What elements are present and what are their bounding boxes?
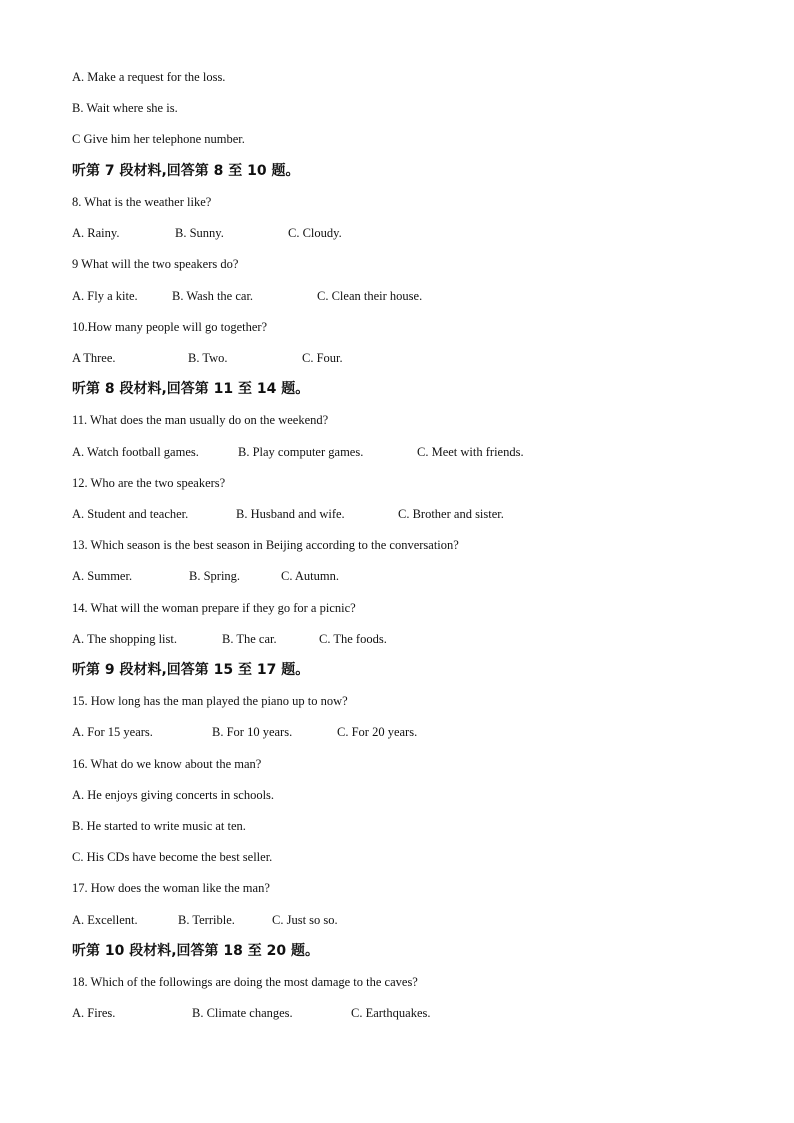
option-c: C. Clean their house. — [317, 289, 423, 303]
option-b: B. Play computer games. — [238, 445, 364, 459]
option-line: B. Wait where she is. — [72, 101, 178, 115]
option-a: A. Student and teacher. — [72, 507, 189, 521]
option-b: B. Two. — [188, 351, 228, 365]
question-text: 11. What does the man usually do on the weekend? — [72, 413, 329, 427]
option-c: C. Earthquakes. — [351, 1006, 431, 1020]
section-heading: 听第 9 段材料,回答第 15 至 17 题。 — [72, 662, 310, 678]
option-a: A Three. — [72, 351, 116, 365]
option-b: B. Terrible. — [178, 913, 235, 927]
option-b: B. Spring. — [189, 569, 241, 583]
option-a: A. For 15 years. — [72, 725, 153, 739]
option-b: B. He started to write music at ten. — [72, 819, 246, 833]
section-heading: 听第 7 段材料,回答第 8 至 10 题。 — [72, 163, 300, 179]
option-c: C. Autumn. — [281, 569, 339, 583]
option-b: B. Climate changes. — [192, 1006, 293, 1020]
option-b: B. Wash the car. — [172, 289, 254, 303]
section-heading: 听第 10 段材料,回答第 18 至 20 题。 — [72, 943, 320, 959]
option-line: A. Make a request for the loss. — [72, 70, 226, 84]
option-b: B. For 10 years. — [212, 725, 293, 739]
option-a: A. Fires. — [72, 1006, 116, 1020]
option-a: A. He enjoys giving concerts in schools. — [72, 788, 275, 802]
option-a: A. Summer. — [72, 569, 133, 583]
question-text: 16. What do we know about the man? — [72, 757, 262, 771]
question-text: 9 What will the two speakers do? — [72, 257, 239, 271]
option-c: C. Four. — [302, 351, 343, 365]
option-a: A. Excellent. — [72, 913, 138, 927]
option-c: C. Just so so. — [272, 913, 338, 927]
option-a: A. The shopping list. — [72, 632, 177, 646]
option-c: C. Cloudy. — [288, 226, 342, 240]
option-c: C. His CDs have become the best seller. — [72, 850, 273, 864]
option-c: C. The foods. — [319, 632, 387, 646]
option-c: C. For 20 years. — [337, 725, 418, 739]
option-a: A. Fly a kite. — [72, 289, 138, 303]
question-text: 12. Who are the two speakers? — [72, 476, 226, 490]
option-b: B. The car. — [222, 632, 277, 646]
question-text: 15. How long has the man played the piano up to now? — [72, 694, 348, 708]
question-text: 18. Which of the followings are doing the most damage to the caves? — [72, 975, 418, 989]
question-text: 10.How many people will go together? — [72, 320, 268, 334]
option-line: C Give him her telephone number. — [72, 132, 245, 146]
option-a: A. Watch football games. — [72, 445, 199, 459]
question-text: 14. What will the woman prepare if they go for a picnic? — [72, 601, 356, 615]
section-heading: 听第 8 段材料,回答第 11 至 14 题。 — [72, 381, 310, 397]
question-text: 8. What is the weather like? — [72, 195, 212, 209]
question-text: 13. Which season is the best season in Beijing according to the conversation? — [72, 538, 459, 552]
option-c: C. Brother and sister. — [398, 507, 504, 521]
option-b: B. Sunny. — [175, 226, 224, 240]
option-c: C. Meet with friends. — [417, 445, 524, 459]
option-b: B. Husband and wife. — [236, 507, 345, 521]
question-text: 17. How does the woman like the man? — [72, 881, 270, 895]
option-a: A. Rainy. — [72, 226, 120, 240]
